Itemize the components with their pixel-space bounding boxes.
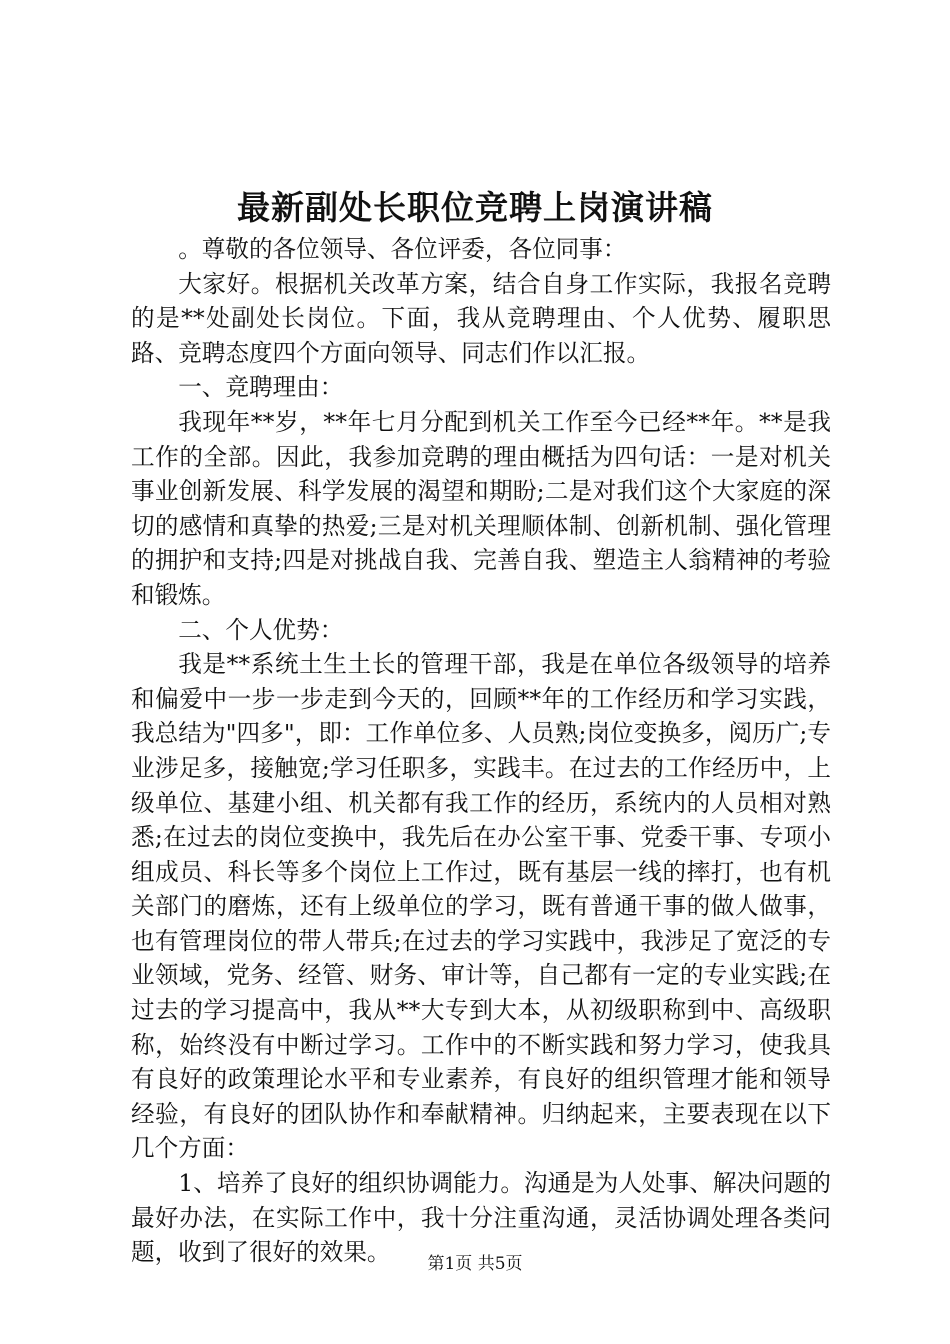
section-heading-advantages: 二、个人优势： — [178, 615, 344, 644]
reasons-paragraph: 我现年**岁，**年七月分配到机关工作至今已经**年。**是我工作的全部。因此，我参加竞聘的理由概括为四句话：一是对机关事业创新发展、科学发展的渴望和期盼;二是对我们这个大家庭的深切的感情和真挚的热爱;三是对机关理顺体制、创新机制、强化管理的拥护和支持;四是对挑战自我、完善自我、塑造主人翁精神的考验和锻炼。 — [131, 407, 831, 609]
list-item-1: 1、培养了良好的组织协调能力。沟通是为人处事、解决问题的最好办法，在实际工作中，我十分注重沟通，灵活协调处理各类问题，收到了很好的效果。 — [131, 1169, 831, 1267]
section-heading-reasons: 一、竞聘理由： — [178, 373, 344, 402]
document-title: 最新副处长职位竞聘上岗演讲稿 — [237, 188, 713, 227]
intro-paragraph: 大家好。根据机关改革方案，结合自身工作实际，我报名竞聘的是**处副处长岗位。下面，我从竞聘理由、个人优势、履职思路、竞聘态度四个方面向领导、同志们作以汇报。 — [131, 269, 831, 367]
advantages-paragraph: 我是**系统土生土长的管理干部，我是在单位各级领导的培养和偏爱中一步一步走到今天的，回顾**年的工作经历和学习实践，我总结为"四多"，即：工作单位多、人员熟;岗位变换多，阅历广;专业涉足多，接触宽;学习任职多，实践丰。在过去的工作经历中，上级单位、基建小组、机关都有我工作的经历，系统内的人员相对熟悉;在过去的岗位变换中，我先后在办公室干事、党委干事、专项小组成员、科长等多个岗位上工作过，既有基层一线的摔打，也有机关部门的磨炼，还有上级单位的学习，既有普通干事的做人做事，也有管理岗位的带人带兵;在过去的学习实践中，我涉足了宽泛的专业领域，党务、经管、财务、审计等，自己都有一定的专业实践;在过去的学习提高中，我从**大专到大本，从初级职称到中、高级职称，始终没有中断过学习。工作中的不断实践和努力学习，使我具有良好的政策理论水平和专业素养，有良好的组织管理才能和领导经验，有良好的团队协作和奉献精神。归纳起来，主要表现在以下几个方面： — [131, 650, 831, 1163]
salutation-paragraph: 。尊敬的各位领导、各位评委，各位同事： — [178, 235, 627, 263]
document-body — [131, 232, 831, 1270]
page-number-footer: 第1页 共5页 — [427, 1254, 523, 1274]
